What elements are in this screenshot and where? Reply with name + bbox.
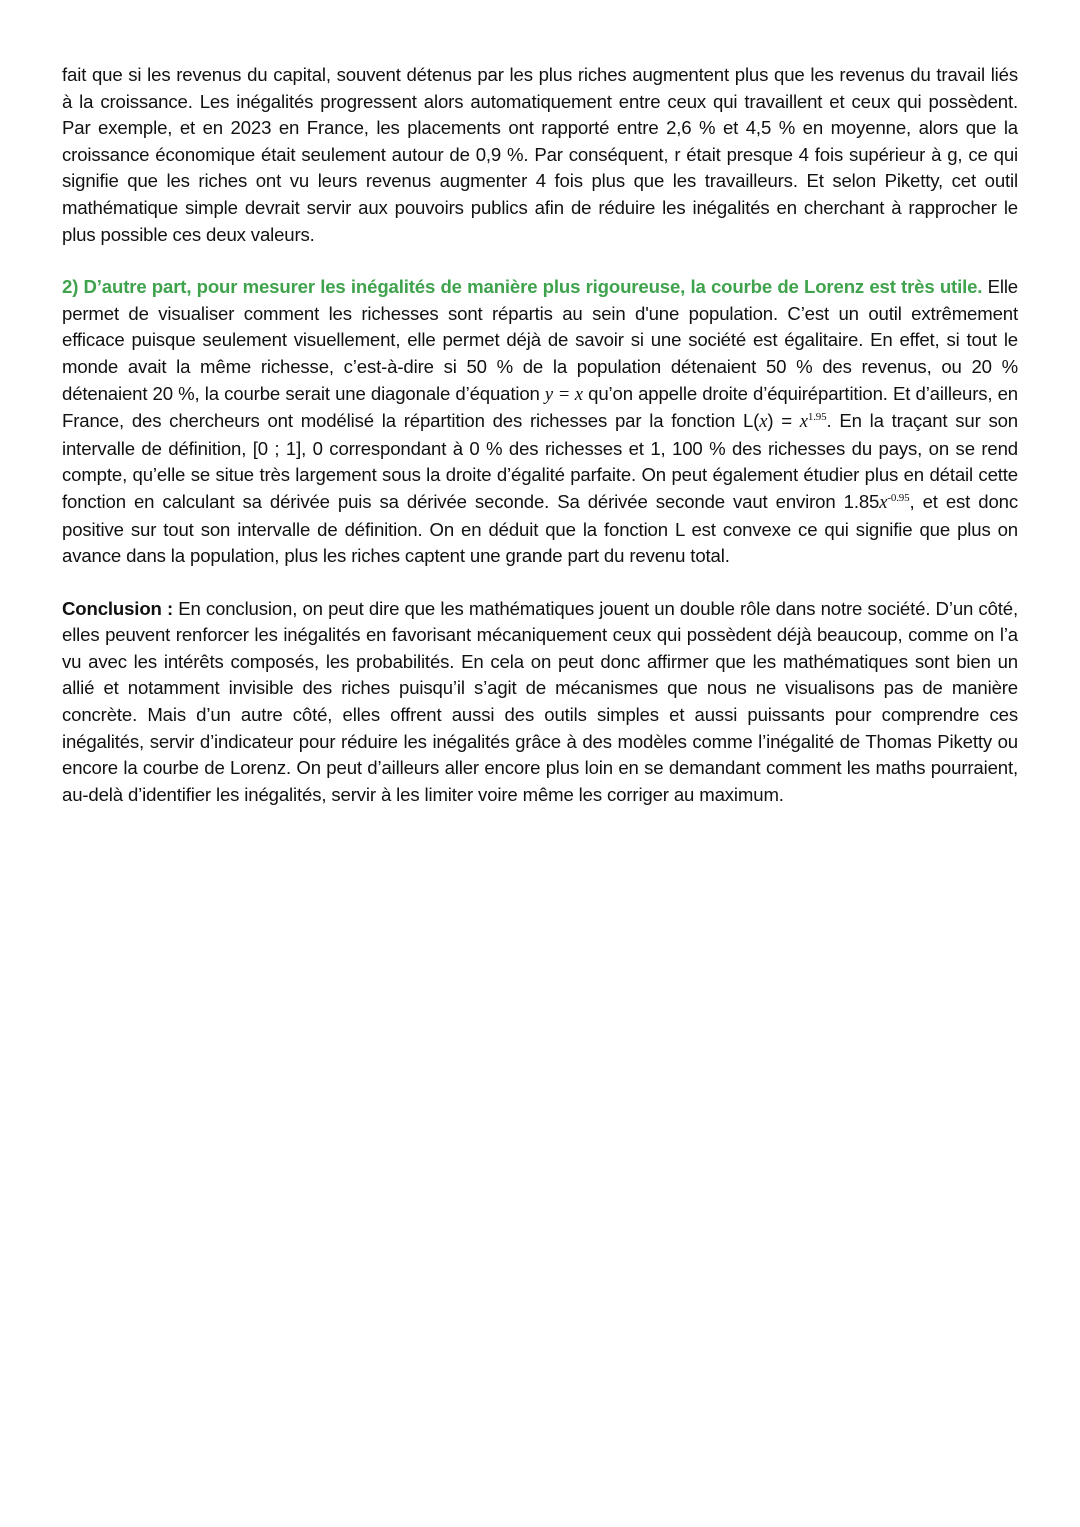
exponent: 1.95 <box>807 411 827 424</box>
conclusion-label: Conclusion : <box>62 597 173 619</box>
variable-x: x <box>799 411 808 433</box>
equation-diagonal: y = x <box>544 383 583 405</box>
section-heading: 2) D’autre part, pour mesurer les inégalités de manière plus rigoureuse, la courbe de Lorenz est très utile. <box>62 276 983 298</box>
section-text-part-d: . En la traçant sur son intervalle de définition, [0 ; 1], 0 correspondant à 0 % des richesses et 1, 100 % des richesses du pays, on se rend compte, qu’elle se situe très largement sous la droite d’égalité parfaite. On peut également étudier plus en détail cette fonction en calculant sa dérivée puis sa dérivée seconde. Sa dérivée seconde vaut environ 1.85 <box>62 410 1018 512</box>
section-text-part-a: Elle permet de visualiser comment les richesses sont répartis au sein d'une population. C’est un outil extrêmement efficace puisque seulement visuellement, elle permet déjà de savoir si une société est égalitaire. En effet, si tout le monde avait la même richesse, c’est-à-dire si 50 % de la population détenaient 50 % des revenus, ou 20 % détenaient 20 %, la courbe serait une diagonale d’équation <box>62 276 1018 404</box>
paragraph-piketty <box>62 62 1018 248</box>
section-text-part-e: , et est donc positive sur tout son intervalle de définition. On en déduit que la fonction L est convexe ce qui signifie que plus on avance dans la population, plus les riches captent une grande part du revenu total. <box>62 490 1018 567</box>
paragraph-spacer <box>62 248 1018 274</box>
variable-x: x <box>759 411 768 433</box>
section-text-part-b: qu’on appelle droite d’équirépartition. Et d’ailleurs, en France, des chercheurs ont modélisé la répartition des richesses par la fonction L( <box>62 382 1018 432</box>
conclusion-paragraph <box>62 596 1018 809</box>
section-lorenz <box>62 274 1018 570</box>
variable-x: x <box>879 491 888 513</box>
paragraph-spacer <box>62 570 1018 596</box>
paragraph-piketty-text: fait que si les revenus du capital, souvent détenus par les plus riches augmentent plus que les revenus du travail liés à la croissance. Les inégalités progressent alors automatiquement entre ceux qui travaillent et ceux qui possèdent. Par exemple, et en 2023 en France, les placements ont rapporté entre 2,6 % et 4,5 % en moyenne, alors que la croissance économique était seulement autour de 0,9 %. Par conséquent, r était presque 4 fois supérieur à g, ce qui signifie que les riches ont vu leurs revenus augmenter 4 fois plus que les travailleurs. Et selon Piketty, cet outil mathématique simple devrait servir aux pouvoirs publics afin de réduire les inégalités en cherchant à rapprocher le plus possible ces deux valeurs. <box>62 64 1018 245</box>
exponent: -0.95 <box>887 491 910 504</box>
section-text-part-c: ) = <box>767 410 800 432</box>
conclusion-text: En conclusion, on peut dire que les mathématiques jouent un double rôle dans notre société. D’un côté, elles peuvent renforcer les inégalités en favorisant mécaniquement ceux qui possèdent déjà beaucoup, comme on l’a vu avec les intérêts composés, les probabilités. En cela on peut donc affirmer que les mathématiques sont bien un allié et notamment invisible des riches puisqu’il s’agit de mécanismes que nous ne visualisons pas de manière concrète. Mais d’un autre côté, elles offrent aussi des outils simples et aussi puissants pour comprendre ces inégalités, servir d’indicateur pour réduire les inégalités grâce à des modèles comme l’inégalité de Thomas Piketty ou encore la courbe de Lorenz. On peut d’ailleurs aller encore plus loin en se demandant comment les maths pourraient, au-delà d’identifier les inégalités, servir à les limiter voire même les corriger au maximum. <box>62 597 1018 805</box>
